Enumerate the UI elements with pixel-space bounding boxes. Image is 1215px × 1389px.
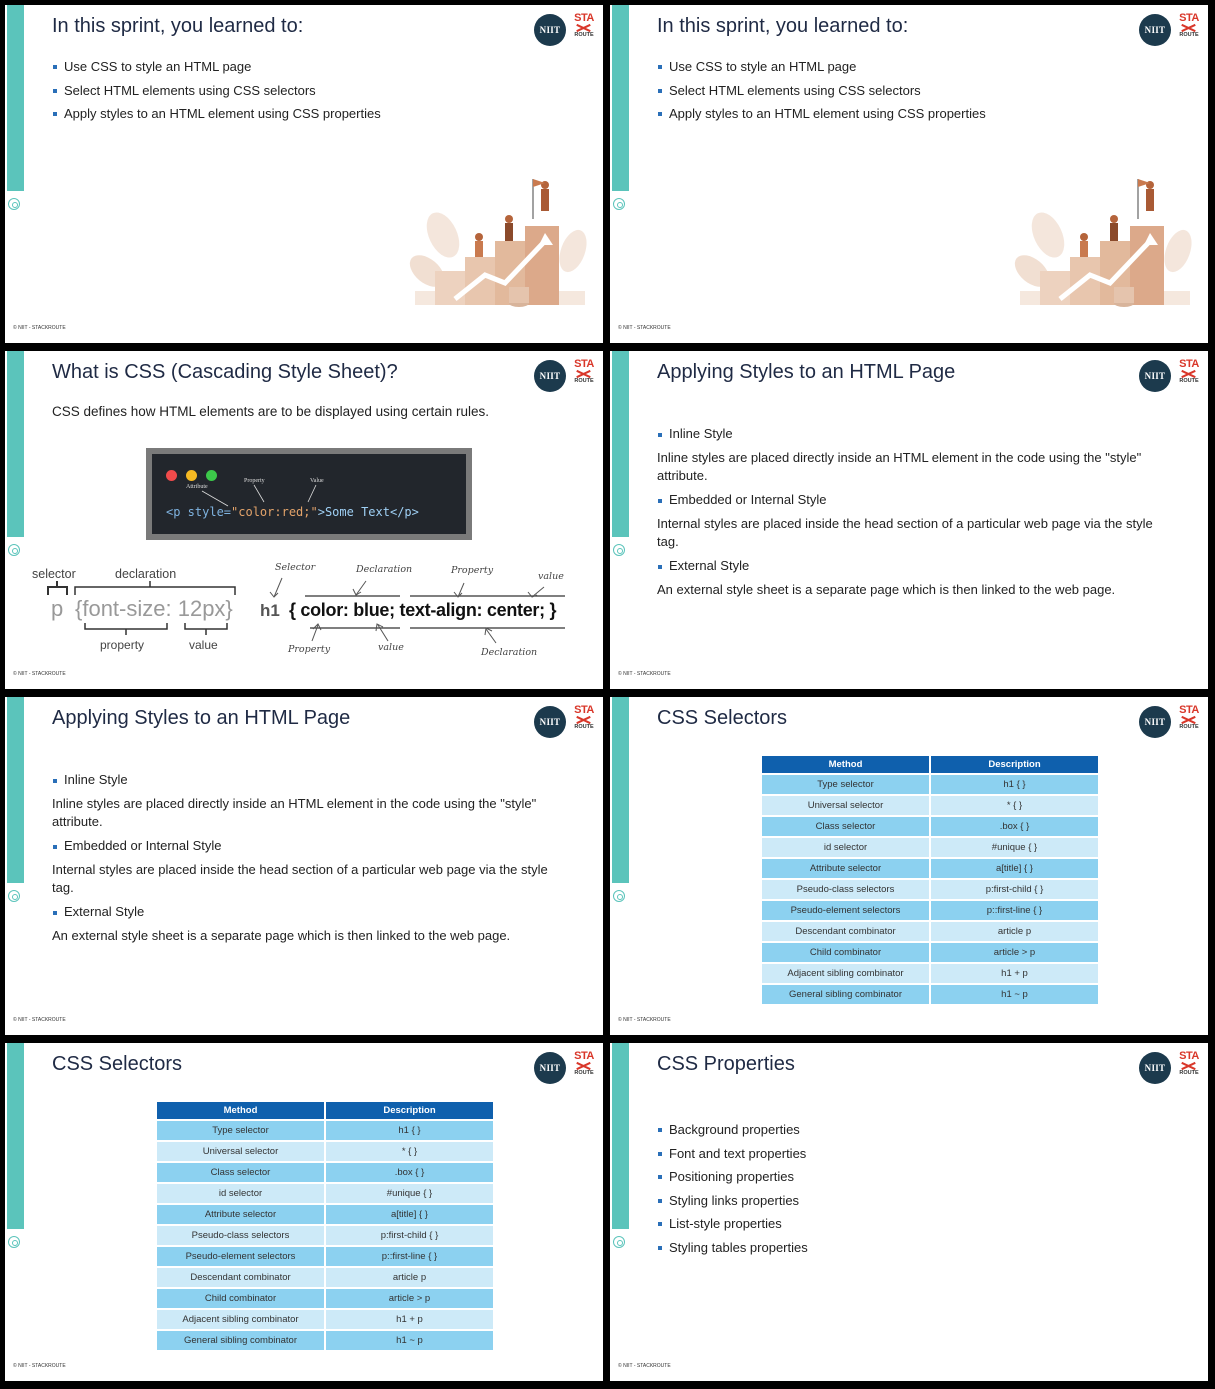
table-row: Pseudo-class selectors p:first-child { }	[157, 1224, 493, 1245]
table-row: Universal selector * { }	[157, 1140, 493, 1161]
diagram-rule: {font-size: 12px}	[75, 596, 233, 621]
list-item: Use CSS to style an HTML page	[52, 55, 381, 79]
slide-title: CSS Selectors	[52, 1053, 183, 1075]
table-row: Descendant combinator article p	[762, 920, 1098, 941]
table-row: Pseudo-element selectors p::first-line { }	[157, 1245, 493, 1266]
slide-what-is-css[interactable]	[5, 351, 603, 689]
stackroute-logo: STA ROUTE	[572, 13, 596, 39]
list-item: External Style	[657, 557, 1177, 575]
accent-bar	[7, 351, 24, 537]
table-row: id selector #unique { }	[762, 836, 1098, 857]
table-row: General sibling combinator h1 ~ p	[157, 1329, 493, 1350]
description-text: An external style sheet is a separate page which is then linked to the web page.	[52, 928, 511, 943]
list-item: Use CSS to style an HTML page	[657, 55, 986, 79]
accent-bar	[612, 351, 629, 537]
stackroute-logo: STA ROUTE	[572, 1051, 596, 1077]
slide-applying-styles-2[interactable]	[5, 697, 603, 1035]
selectors-table	[760, 756, 1100, 1004]
accent-bar	[7, 697, 24, 883]
footer-copyright: © NIIT - STACKROUTE	[13, 1017, 66, 1023]
accent-bar	[612, 697, 629, 883]
description-text: Internal styles are placed inside the head section of a particular web page via the style tag.	[52, 862, 548, 895]
slide-applying-styles-1[interactable]	[610, 351, 1208, 689]
list-item: Embedded or Internal Style	[52, 837, 572, 855]
niit-logo: NIIT	[534, 360, 566, 392]
target-icon	[8, 198, 20, 210]
style-types	[52, 771, 572, 951]
table-row: Universal selector * { }	[762, 794, 1098, 815]
diagram2-rule: { color: blue; text-align: center; }	[289, 600, 557, 620]
label-property-top: Property	[451, 565, 494, 576]
stackroute-logo: STA ROUTE	[1177, 705, 1201, 731]
slide-css-properties[interactable]	[610, 1043, 1208, 1381]
table-row: Child combinator article > p	[157, 1287, 493, 1308]
table-row: Attribute selector a[title] { }	[157, 1203, 493, 1224]
list-item: List-style properties	[657, 1212, 808, 1236]
label-property: property	[100, 638, 145, 652]
table-row: Descendant combinator article p	[157, 1266, 493, 1287]
label-value-bottom: value	[378, 642, 404, 653]
niit-logo: NIIT	[534, 1052, 566, 1084]
niit-logo: NIIT	[1139, 14, 1171, 46]
stackroute-logo: STA ROUTE	[572, 705, 596, 731]
description-text: Internal styles are placed inside the head section of a particular web page via the style tag.	[657, 516, 1153, 549]
column-header: Method	[157, 1102, 324, 1119]
slide-title: What is CSS (Cascading Style Sheet)?	[52, 361, 398, 383]
list-item: Select HTML elements using CSS selectors	[657, 79, 986, 103]
list-item: External Style	[52, 903, 572, 921]
slide-summary-2[interactable]	[610, 5, 1208, 343]
label-declaration-bottom: Declaration	[481, 647, 538, 658]
list-item: Select HTML elements using CSS selectors	[52, 79, 381, 103]
table-row: General sibling combinator h1 ~ p	[762, 983, 1098, 1004]
list-item: Inline Style	[52, 771, 572, 789]
label-declaration-top: Declaration	[356, 564, 413, 575]
label-value: value	[189, 638, 218, 652]
stackroute-logo: STA ROUTE	[572, 359, 596, 385]
table-row: Adjacent sibling combinator h1 + p	[157, 1308, 493, 1329]
list-item: Background properties	[657, 1118, 808, 1142]
list-item: Apply styles to an HTML element using CSS properties	[657, 102, 986, 126]
intro-text: CSS defines how HTML elements are to be displayed using certain rules.	[52, 404, 489, 419]
target-icon	[613, 198, 625, 210]
list-item: Positioning properties	[657, 1165, 808, 1189]
selectors-table	[155, 1102, 495, 1350]
list-item: Apply styles to an HTML element using CSS properties	[52, 102, 381, 126]
accent-bar	[7, 5, 24, 191]
target-icon	[8, 1236, 20, 1248]
niit-logo: NIIT	[534, 706, 566, 738]
label-declaration: declaration	[115, 567, 177, 581]
table-row: Child combinator article > p	[762, 941, 1098, 962]
bullet-list	[657, 55, 986, 126]
target-icon	[8, 890, 20, 902]
footer-copyright: © NIIT - STACKROUTE	[13, 671, 66, 677]
niit-logo: NIIT	[534, 14, 566, 46]
code-label-attribute: Attribute	[186, 484, 208, 490]
slide-title: CSS Selectors	[657, 707, 788, 729]
description-text: An external style sheet is a separate page which is then linked to the web page.	[657, 582, 1116, 597]
slide-summary-1[interactable]	[5, 5, 603, 343]
bullet-list	[657, 1118, 808, 1259]
list-item: Styling tables properties	[657, 1236, 808, 1260]
column-header: Description	[326, 1102, 493, 1119]
niit-logo: NIIT	[1139, 360, 1171, 392]
description-text: Inline styles are placed directly inside an HTML element in the code using the "style" attribute.	[657, 450, 1142, 483]
table-row: Attribute selector a[title] { }	[762, 857, 1098, 878]
slide-css-selectors-2[interactable]	[5, 1043, 603, 1381]
footer-copyright: © NIIT - STACKROUTE	[618, 1017, 671, 1023]
accent-bar	[612, 5, 629, 191]
column-header: Method	[762, 756, 929, 773]
footer-copyright: © NIIT - STACKROUTE	[13, 325, 66, 331]
niit-logo: NIIT	[1139, 706, 1171, 738]
list-item: Embedded or Internal Style	[657, 491, 1177, 509]
slide-title: Applying Styles to an HTML Page	[657, 361, 956, 383]
table-row: Type selector h1 { }	[157, 1119, 493, 1140]
niit-logo: NIIT	[1139, 1052, 1171, 1084]
team-climbing-illustration	[1010, 171, 1200, 323]
accent-bar	[7, 1043, 24, 1229]
target-icon	[613, 544, 625, 556]
list-item: Font and text properties	[657, 1142, 808, 1166]
slide-title: CSS Properties	[657, 1053, 795, 1075]
footer-copyright: © NIIT - STACKROUTE	[618, 671, 671, 677]
diagram2-selector: h1	[260, 601, 280, 620]
column-header: Description	[931, 756, 1098, 773]
footer-copyright: © NIIT - STACKROUTE	[618, 1363, 671, 1369]
slide-css-selectors-1[interactable]	[610, 697, 1208, 1035]
accent-bar	[612, 1043, 629, 1229]
footer-copyright: © NIIT - STACKROUTE	[13, 1363, 66, 1369]
slide-title: In this sprint, you learned to:	[52, 15, 304, 37]
bullet-list	[52, 55, 381, 126]
table-row: Type selector h1 { }	[762, 773, 1098, 794]
list-item: Inline Style	[657, 425, 1177, 443]
team-climbing-illustration	[405, 171, 595, 323]
code-arrows	[152, 454, 466, 534]
table-row: Pseudo-class selectors p:first-child { }	[762, 878, 1098, 899]
slide-title: Applying Styles to an HTML Page	[52, 707, 351, 729]
target-icon	[8, 544, 20, 556]
description-text: Inline styles are placed directly inside an HTML element in the code using the "style" attribute.	[52, 796, 537, 829]
target-icon	[613, 890, 625, 902]
stackroute-logo: STA ROUTE	[1177, 1051, 1201, 1077]
code-label-property: Property	[244, 478, 265, 484]
table-row: id selector #unique { }	[157, 1182, 493, 1203]
label-property-bottom: Property	[288, 644, 331, 655]
label-selector: selector	[32, 567, 76, 581]
stackroute-logo: STA ROUTE	[1177, 359, 1201, 385]
stackroute-logo: STA ROUTE	[1177, 13, 1201, 39]
code-example	[146, 448, 472, 540]
slide-title: In this sprint, you learned to:	[657, 15, 909, 37]
target-icon	[613, 1236, 625, 1248]
table-row: Class selector .box { }	[157, 1161, 493, 1182]
label-selector-top: Selector	[275, 562, 316, 573]
label-value-top: value	[538, 571, 564, 582]
code-line: <p style="color:red;">Some Text</p>	[166, 505, 419, 519]
code-label-value: Value	[310, 478, 324, 484]
list-item: Styling links properties	[657, 1189, 808, 1213]
table-row: Pseudo-element selectors p::first-line { }	[762, 899, 1098, 920]
table-row: Adjacent sibling combinator h1 + p	[762, 962, 1098, 983]
footer-copyright: © NIIT - STACKROUTE	[618, 325, 671, 331]
style-types	[657, 425, 1177, 605]
diagram-selector: p	[51, 596, 64, 621]
table-row: Class selector .box { }	[762, 815, 1098, 836]
